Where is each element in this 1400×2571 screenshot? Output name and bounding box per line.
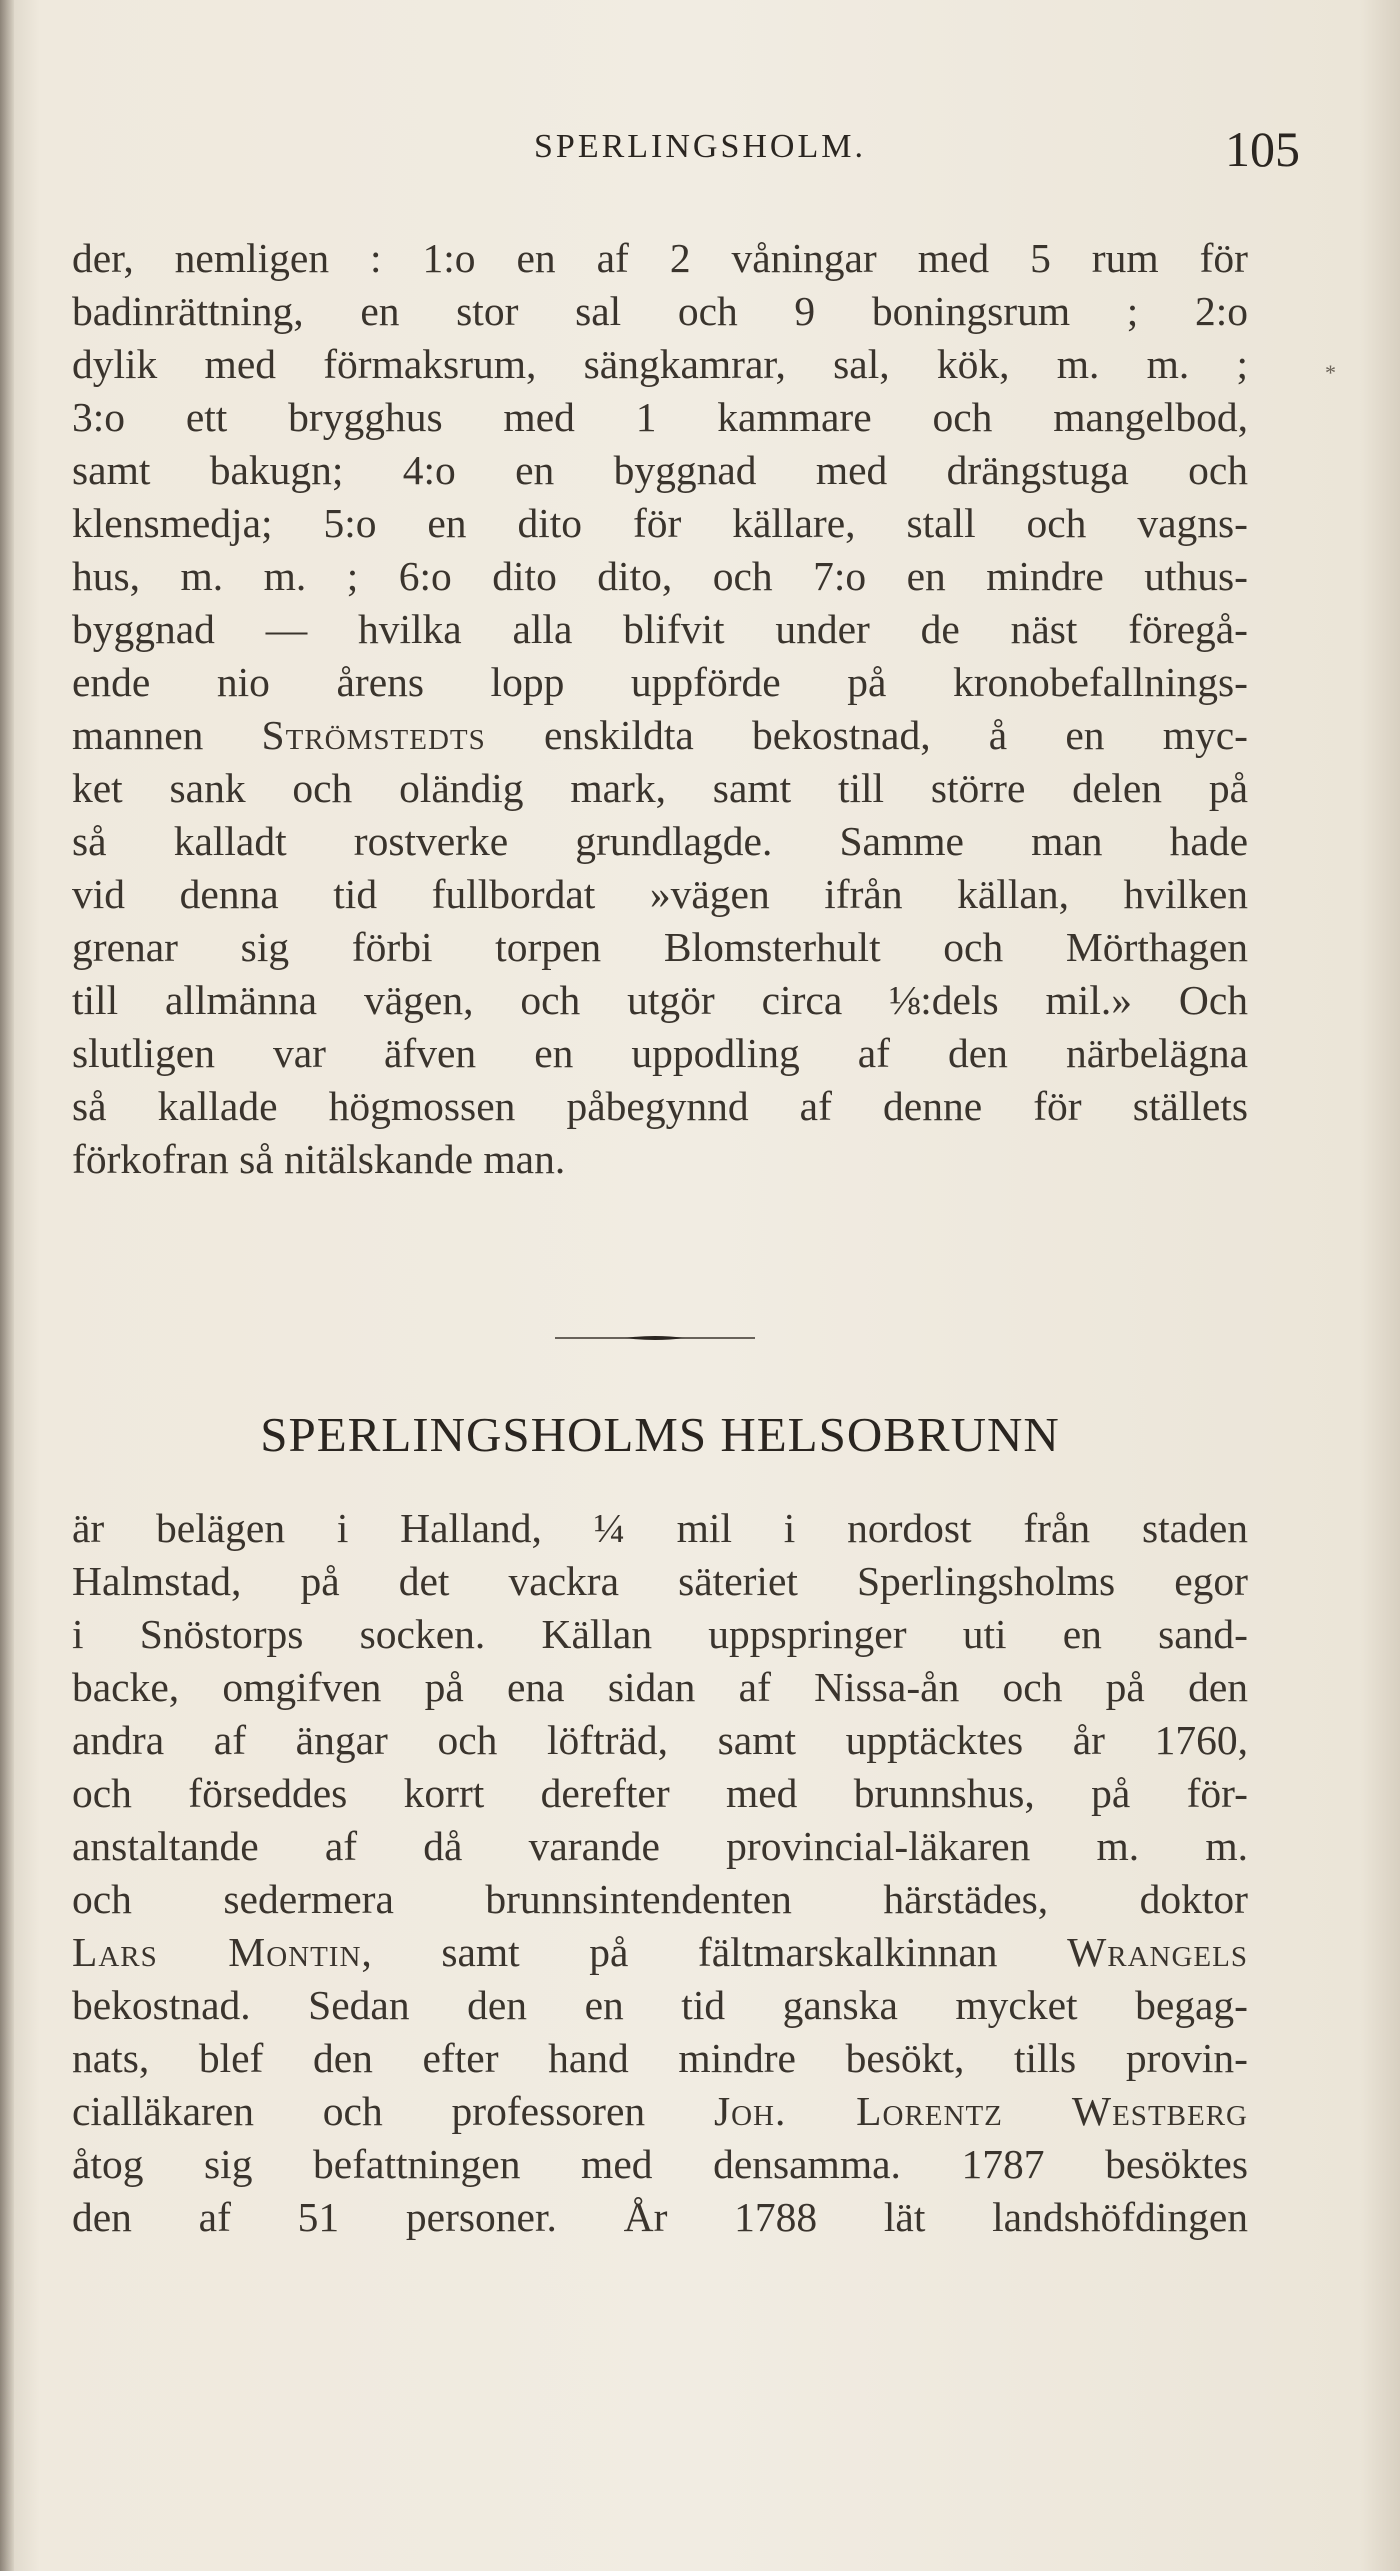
text-fragment: cialläkaren och professoren (72, 2088, 714, 2134)
text-line: förkofran så nitälskande man. (72, 1136, 566, 1182)
text-line: den af 51 personer. År 1788 lät landshöfdingen (72, 2194, 1248, 2240)
text-line: och förseddes korrt derefter med brunnshus, på för- (72, 1770, 1248, 1816)
page-number: 105 (1225, 121, 1300, 177)
text-line: dylik med förmaksrum, sängkamrar, sal, kök, m. m. ; (72, 341, 1248, 387)
text-line: till allmänna vägen, och utgör circa ⅛:dels mil.» Och (72, 977, 1248, 1023)
text-line: och sedermera brunnsintendenten härstädes, doktor (72, 1876, 1248, 1922)
text-line: ende nio årens lopp uppförde på kronobefallnings- (72, 659, 1248, 705)
text-line: hus, m. m. ; 6:o dito dito, och 7:o en mindre uthus- (72, 553, 1248, 599)
text-line: åtog sig befattningen med densamma. 1787 besöktes (72, 2141, 1248, 2187)
text-line: slutligen var äfven en uppodling af den närbelägna (72, 1030, 1248, 1076)
text-fragment: enskildta bekostnad, å en myc- (485, 712, 1248, 758)
text-line: bekostnad. Sedan den en tid ganska mycket begag- (72, 1982, 1248, 2028)
text-line: backe, omgifven på ena sidan af Nissa-ån och på den (72, 1664, 1248, 1710)
text-fragment: , samt på fältmarskalkinnan (361, 1929, 1068, 1975)
text-line: vid denna tid fullbordat »vägen ifrån källan, hvilken (72, 871, 1248, 917)
text-line: grenar sig förbi torpen Blomsterhult och Mörthagen (72, 924, 1248, 970)
running-head (72, 121, 1328, 188)
margin-asterisk: * (1325, 360, 1336, 385)
text-line: byggnad — hvilka alla blifvit under de näst föregå- (72, 606, 1248, 652)
section-heading: SPERLINGSHOLMS HELSOBRUNN (260, 1407, 1060, 1462)
person-name: Joh. Lorentz Westberg (713, 2088, 1248, 2134)
person-name: Wrangels (1067, 1929, 1248, 1975)
person-name: Strömstedts (261, 712, 486, 758)
text-line: är belägen i Halland, ¼ mil i nordost från staden (72, 1505, 1248, 1551)
text-line: nats, blef den efter hand mindre besökt, tills provin- (72, 2035, 1248, 2081)
text-line: i Snöstorps socken. Källan uppspringer uti en sand- (72, 1611, 1248, 1657)
text-line: 3:o ett brygghus med 1 kammare och mangelbod, (72, 394, 1248, 440)
text-line: samt bakugn; 4:o en byggnad med drängstuga och (72, 447, 1248, 493)
running-head-title: SPERLINGSHOLM. (534, 128, 866, 165)
text-line (72, 2085, 1248, 2138)
text-line (72, 1926, 1248, 1979)
page-spine-shadow (0, 0, 14, 2571)
text-line (72, 709, 1248, 762)
text-fragment: mannen (72, 712, 262, 758)
text-line: der, nemligen : 1:o en af 2 våningar med 5 rum för (72, 235, 1248, 281)
text-line: så kallade högmossen påbegynnd af denne för ställets (72, 1083, 1248, 1129)
text-line: ket sank och oländig mark, samt till större delen på (72, 765, 1248, 811)
paragraph-continued (72, 232, 1248, 1186)
text-line: så kalladt rostverke grundlagde. Samme man hade (72, 818, 1248, 864)
text-line: badinrättning, en stor sal och 9 boningsrum ; 2:o (72, 288, 1248, 334)
person-name: Lars Montin (72, 1929, 362, 1975)
paragraph-main (72, 1502, 1248, 2244)
section-divider (555, 1335, 755, 1341)
text-line: Halmstad, på det vackra säteriet Sperlingsholms egor (72, 1558, 1248, 1604)
text-line: klensmedja; 5:o en dito för källare, stall och vagns- (72, 500, 1248, 546)
text-line: andra af ängar och löfträd, samt upptäcktes år 1760, (72, 1717, 1248, 1763)
text-line: anstaltande af då varande provincial-läkaren m. m. (72, 1823, 1248, 1869)
